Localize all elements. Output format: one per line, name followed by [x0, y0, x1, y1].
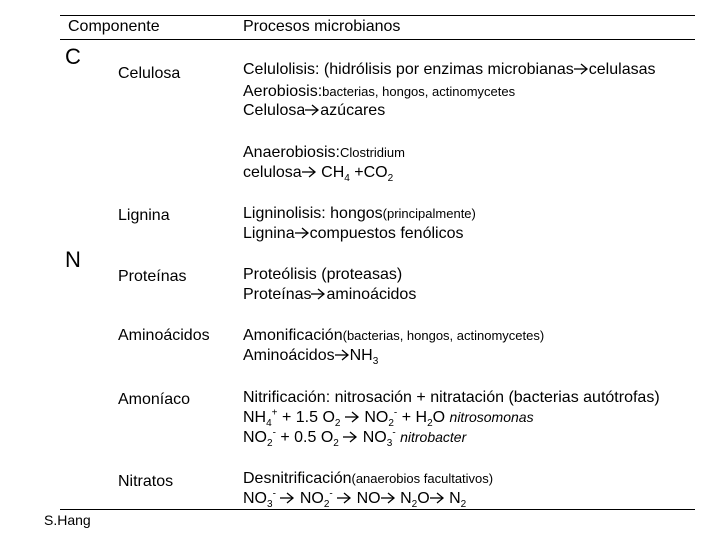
celulolisis-text: Celulolisis: (hidrólisis por enzimas microbianas: [243, 61, 574, 78]
desnitrificacion-line: [243, 469, 493, 488]
methane-formula: CH: [321, 164, 345, 181]
proteinas-aminoacidos-line: [243, 285, 416, 304]
aerobiosis-organisms: bacterias, hongos, actinomycetes: [322, 84, 516, 99]
lignina-fenolicos-line: [243, 224, 463, 243]
celulosa-anaerobic-reactant: celulosa: [243, 164, 302, 181]
amonificacion-text: Amonificación: [243, 327, 343, 344]
component-lignina: Lignina: [118, 207, 170, 224]
aminoacidos-nh3-line: Aminoácidos $NH_3$: [243, 347, 379, 368]
aerobiosis-label: Aerobiosis:: [243, 83, 323, 100]
element-label-c: C: [65, 44, 81, 69]
right-arrow-icon: [295, 227, 310, 239]
celulosa-methane-line: celulosa $CH_4 +CO_2$: [243, 164, 394, 185]
nitrificacion-line: [243, 388, 660, 407]
nitrificacion-text: Nitrificación: nitrosación + nitratación (bacterias: [243, 389, 579, 406]
amonificacion-line: [243, 326, 544, 345]
right-arrow-icon: [305, 104, 320, 116]
principalmente-text: (principalmente): [382, 206, 476, 221]
table-bottom-rule: [60, 509, 695, 510]
desnitrificacion-sequence: $NO_3^-$ $NO_2^-$ NO $N_2O$ $N_2$: [243, 488, 467, 511]
component-aminoacidos: Aminoácidos: [118, 327, 210, 344]
nitrosacion-equation: $NH_4^+ + 1.5$ $O_2$ $NO_2^- + H_2O$ nitrosomonas: [243, 407, 534, 430]
component-proteinas: Proteínas: [118, 268, 187, 285]
aminoacidos-reactant: Aminoácidos: [243, 347, 335, 364]
right-arrow-icon: [337, 492, 352, 504]
column-header-process: Procesos microbianos: [243, 18, 401, 35]
component-amoniaco: Amoníaco: [118, 391, 191, 408]
component-celulosa: Celulosa: [118, 65, 181, 82]
celulosa-reactant: Celulosa: [243, 102, 306, 119]
right-arrow-icon: [430, 492, 445, 504]
right-arrow-icon: [311, 288, 326, 300]
aminoacidos-product: aminoácidos: [326, 286, 417, 303]
proteolisis-line: Proteólisis (proteasas): [243, 266, 403, 283]
fenolicos-product: compuestos fenólicos: [309, 225, 464, 242]
clostridium-text: Clostridium: [339, 145, 405, 160]
nitratacion-equation: $NO_2^- + 0.5$ $O_2$ $NO_3^-$ nitrobacter: [243, 427, 467, 450]
nitrosomonas-label: nitrosomonas: [449, 409, 534, 425]
column-header-component: Componente: [68, 18, 160, 35]
right-arrow-icon: [381, 492, 396, 504]
right-arrow-icon: [280, 492, 295, 504]
right-arrow-icon: [302, 166, 317, 178]
nh3-formula: NH: [349, 347, 373, 364]
aerobiosis-line: [243, 82, 515, 101]
anaerobiosis-label: Anaerobiosis:: [243, 144, 340, 161]
right-arrow-icon: [574, 63, 589, 75]
celulosa-azucares-line: [243, 101, 385, 120]
azucares-product: azúcares: [320, 102, 386, 119]
lignina-reactant: Lignina: [243, 225, 295, 242]
ligninolisis-text: Ligninolisis: hongos: [243, 205, 383, 222]
desnitrificacion-text: Desnitrificación: [243, 470, 352, 487]
header-bottom-rule: [60, 39, 695, 40]
ligninolisis-line: [243, 204, 476, 223]
right-arrow-icon: [343, 431, 358, 443]
co2-formula: +CO: [354, 164, 388, 181]
right-arrow-icon: [335, 349, 350, 361]
right-arrow-icon: [345, 411, 360, 423]
anaerobiosis-line: [243, 143, 405, 162]
celulolisis-line: [243, 60, 655, 79]
proteinas-reactant: Proteínas: [243, 286, 312, 303]
element-label-n: N: [65, 247, 81, 272]
celulasas-text: celulasas: [588, 61, 656, 78]
author-credit: S.Hang: [44, 512, 91, 528]
component-nitratos: Nitratos: [118, 473, 174, 490]
anaerobios-facultativos-text: (anaerobios facultativos): [351, 471, 494, 486]
header-top-rule: [60, 15, 695, 16]
nitrobacter-label: nitrobacter: [400, 429, 467, 445]
amonificacion-organisms: (bacterias, hongos, actinomycetes): [342, 328, 545, 343]
autotrofas-text: autótrofas): [583, 389, 660, 406]
